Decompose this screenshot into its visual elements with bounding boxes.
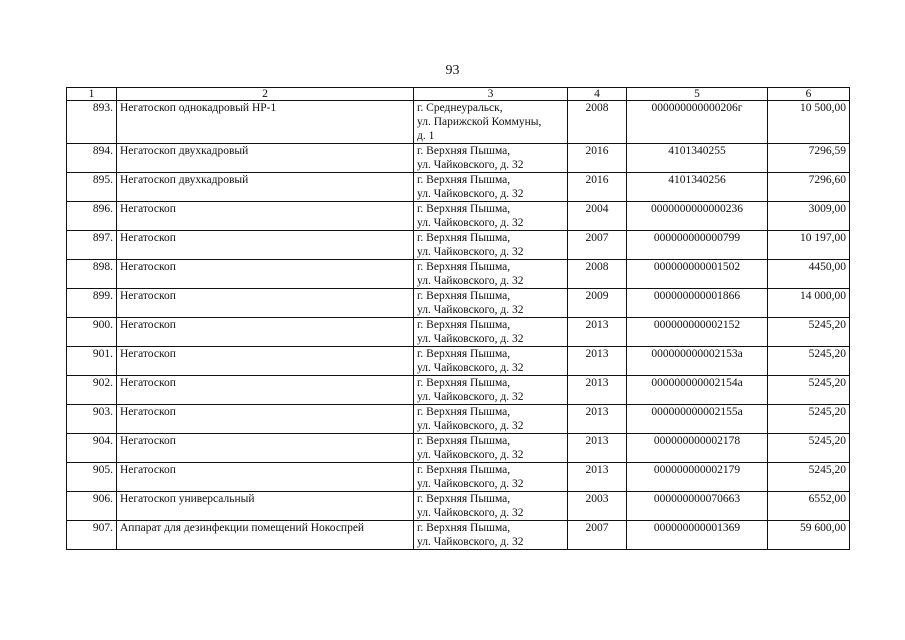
item-year: 2013: [568, 318, 627, 347]
row-number: 901.: [67, 347, 117, 376]
item-name: Негатоскоп двухкадровый: [117, 173, 414, 202]
inventory-number: 4101340255: [627, 144, 768, 173]
item-name: Негатоскоп: [117, 463, 414, 492]
item-name: Негатоскоп: [117, 376, 414, 405]
table-row: [67, 463, 850, 492]
item-name: Негатоскоп: [117, 289, 414, 318]
table-row: [67, 173, 850, 202]
row-number: 902.: [67, 376, 117, 405]
address-line: г. Верхняя Пышма,: [417, 406, 511, 418]
column-header: 5: [627, 88, 768, 101]
item-address: [414, 376, 568, 405]
row-number: 899.: [67, 289, 117, 318]
item-amount: 5245,20: [768, 347, 850, 376]
column-header: 6: [768, 88, 850, 101]
item-address: [414, 202, 568, 231]
inventory-number: 000000000001369: [627, 521, 768, 550]
item-name: Негатоскоп: [117, 405, 414, 434]
inventory-number: 000000000002152: [627, 318, 768, 347]
address-line: ул. Чайковского, д. 32: [417, 420, 524, 432]
table-body: [67, 101, 850, 550]
column-header: 3: [414, 88, 568, 101]
item-address: [414, 260, 568, 289]
address-line: ул. Парижской Коммуны,: [417, 116, 542, 128]
item-amount: 59 600,00: [768, 521, 850, 550]
item-amount: 7296,59: [768, 144, 850, 173]
item-year: 2003: [568, 492, 627, 521]
item-address: [414, 463, 568, 492]
item-name: Негатоскоп однокадровый НР-1: [117, 101, 414, 144]
address-line: ул. Чайковского, д. 32: [417, 159, 524, 171]
inventory-number: 000000000002178: [627, 434, 768, 463]
item-name: Негатоскоп: [117, 434, 414, 463]
table-row: [67, 405, 850, 434]
item-address: [414, 318, 568, 347]
inventory-number: 000000000070663: [627, 492, 768, 521]
item-amount: 10 197,00: [768, 231, 850, 260]
item-amount: 6552,00: [768, 492, 850, 521]
row-number: 896.: [67, 202, 117, 231]
row-number: 904.: [67, 434, 117, 463]
item-amount: 5245,20: [768, 318, 850, 347]
item-amount: 4450,00: [768, 260, 850, 289]
address-line: г. Верхняя Пышма,: [417, 232, 511, 244]
address-line: г. Среднеуральск,: [417, 102, 503, 114]
table-row: [67, 492, 850, 521]
item-year: 2009: [568, 289, 627, 318]
item-year: 2008: [568, 260, 627, 289]
item-name: Негатоскоп двухкадровый: [117, 144, 414, 173]
page-number: 93: [445, 63, 460, 78]
table-row: [67, 318, 850, 347]
address-line: ул. Чайковского, д. 32: [417, 246, 524, 258]
item-amount: 7296,60: [768, 173, 850, 202]
item-address: [414, 492, 568, 521]
row-number: 900.: [67, 318, 117, 347]
item-year: 2008: [568, 101, 627, 144]
address-line: ул. Чайковского, д. 32: [417, 188, 524, 200]
item-year: 2013: [568, 463, 627, 492]
item-year: 2007: [568, 231, 627, 260]
column-header: 4: [568, 88, 627, 101]
inventory-number: 4101340256: [627, 173, 768, 202]
item-name: Негатоскоп универсальный: [117, 492, 414, 521]
item-amount: 5245,20: [768, 434, 850, 463]
item-year: 2013: [568, 405, 627, 434]
inventory-number: 000000000000206г: [627, 101, 768, 144]
inventory-number: 000000000002155а: [627, 405, 768, 434]
item-year: 2016: [568, 173, 627, 202]
table-row: [67, 521, 850, 550]
inventory-number: 0000000000000236: [627, 202, 768, 231]
address-line: ул. Чайковского, д. 32: [417, 304, 524, 316]
row-number: 894.: [67, 144, 117, 173]
address-line: г. Верхняя Пышма,: [417, 203, 511, 215]
inventory-number: 000000000002154а: [627, 376, 768, 405]
address-line: г. Верхняя Пышма,: [417, 435, 511, 447]
table-row: [67, 347, 850, 376]
item-address: [414, 144, 568, 173]
address-line: г. Верхняя Пышма,: [417, 261, 511, 273]
column-header: 2: [117, 88, 414, 101]
table-row: [67, 101, 850, 144]
inventory-number: 000000000001502: [627, 260, 768, 289]
item-amount: 5245,20: [768, 376, 850, 405]
address-line: ул. Чайковского, д. 32: [417, 449, 524, 461]
item-name: Негатоскоп: [117, 260, 414, 289]
address-line: ул. Чайковского, д. 32: [417, 478, 524, 490]
inventory-number: 000000000002179: [627, 463, 768, 492]
item-year: 2016: [568, 144, 627, 173]
item-amount: 5245,20: [768, 405, 850, 434]
item-year: 2013: [568, 376, 627, 405]
item-amount: 3009,00: [768, 202, 850, 231]
address-line: ул. Чайковского, д. 32: [417, 362, 524, 374]
item-address: [414, 289, 568, 318]
address-line: г. Верхняя Пышма,: [417, 145, 511, 157]
column-header: 1: [67, 88, 117, 101]
item-year: 2013: [568, 347, 627, 376]
inventory-number: 000000000002153а: [627, 347, 768, 376]
row-number: 893.: [67, 101, 117, 144]
row-number: 906.: [67, 492, 117, 521]
address-line: г. Верхняя Пышма,: [417, 377, 511, 389]
row-number: 903.: [67, 405, 117, 434]
item-name: Негатоскоп: [117, 231, 414, 260]
table-row: [67, 144, 850, 173]
item-address: [414, 405, 568, 434]
item-address: [414, 101, 568, 144]
row-number: 897.: [67, 231, 117, 260]
item-address: [414, 173, 568, 202]
row-number: 895.: [67, 173, 117, 202]
table-row: [67, 231, 850, 260]
row-number: 898.: [67, 260, 117, 289]
property-table: [66, 87, 850, 550]
table-row: [67, 260, 850, 289]
table-row: [67, 376, 850, 405]
item-year: 2013: [568, 434, 627, 463]
item-name: Негатоскоп: [117, 202, 414, 231]
item-amount: 10 500,00: [768, 101, 850, 144]
item-year: 2004: [568, 202, 627, 231]
item-amount: 14 000,00: [768, 289, 850, 318]
row-number: 905.: [67, 463, 117, 492]
address-line: г. Верхняя Пышма,: [417, 348, 511, 360]
item-name: Негатоскоп: [117, 318, 414, 347]
table-row: [67, 434, 850, 463]
item-address: [414, 231, 568, 260]
item-name: Негатоскоп: [117, 347, 414, 376]
address-line: г. Верхняя Пышма,: [417, 319, 511, 331]
address-line: ул. Чайковского, д. 32: [417, 507, 524, 519]
address-line: д. 1: [417, 130, 435, 142]
address-line: г. Верхняя Пышма,: [417, 290, 511, 302]
item-address: [414, 347, 568, 376]
address-line: г. Верхняя Пышма,: [417, 522, 511, 534]
address-line: г. Верхняя Пышма,: [417, 493, 511, 505]
inventory-number: 000000000000799: [627, 231, 768, 260]
address-line: ул. Чайковского, д. 32: [417, 391, 524, 403]
item-year: 2007: [568, 521, 627, 550]
address-line: ул. Чайковского, д. 32: [417, 217, 524, 229]
inventory-number: 000000000001866: [627, 289, 768, 318]
item-address: [414, 434, 568, 463]
address-line: г. Верхняя Пышма,: [417, 174, 511, 186]
column-number-row: [67, 88, 850, 101]
item-address: [414, 521, 568, 550]
item-name: Аппарат для дезинфекции помещений Нокоспрей: [117, 521, 414, 550]
item-amount: 5245,20: [768, 463, 850, 492]
address-line: ул. Чайковского, д. 32: [417, 275, 524, 287]
address-line: ул. Чайковского, д. 32: [417, 333, 524, 345]
row-number: 907.: [67, 521, 117, 550]
address-line: ул. Чайковского, д. 32: [417, 536, 524, 548]
address-line: г. Верхняя Пышма,: [417, 464, 511, 476]
table-row: [67, 289, 850, 318]
table-row: [67, 202, 850, 231]
